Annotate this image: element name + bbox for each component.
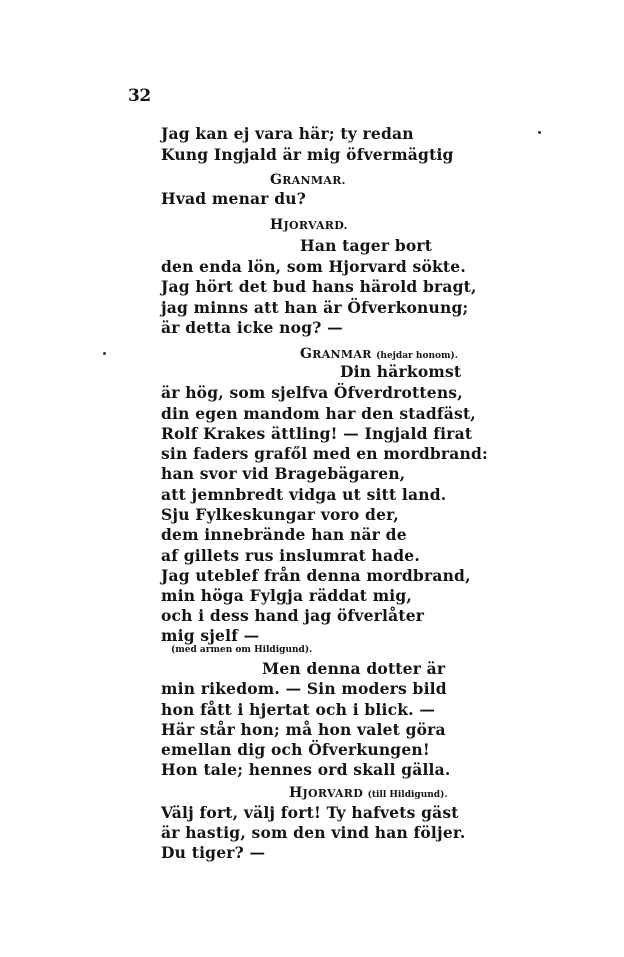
verse-line: sin faders grafől med en mordbrand: [161, 444, 488, 463]
speaker-hjorvard [270, 217, 348, 233]
verse-line: emellan dig och Öfverkungen! [161, 740, 430, 759]
verse-line: Han tager bort [300, 236, 433, 255]
verse-line: mig sjelf — [161, 626, 260, 645]
speaker-name: GRANMAR. [270, 172, 346, 188]
speaker-name: GRANMAR [300, 346, 372, 362]
verse-line: han svor vid Bragebägaren, [161, 464, 406, 483]
verse-line: min höga Fylgja räddat mig, [161, 586, 413, 605]
speaker-name: HJORVARD [289, 785, 364, 801]
verse-line: Men denna dotter är [262, 659, 446, 678]
stage-direction: (med armen om Hildigund). [171, 645, 313, 655]
verse-line: Du tiger? — [161, 843, 266, 862]
verse-line: min rikedom. — Sin moders bild [161, 679, 447, 698]
verse-line: dem innebrände han när de [161, 525, 407, 544]
verse-line: Hvad menar du? [161, 189, 307, 208]
verse-line: är detta icke nog? — [161, 318, 343, 337]
verse-line: af gillets rus inslumrat hade. [161, 546, 420, 565]
verse-line: den enda lön, som Hjorvard sökte. [161, 257, 466, 276]
page-number: 32 [128, 86, 151, 106]
speaker-hjorvard [289, 785, 448, 801]
verse-line: Sju Fylkeskungar voro der, [161, 505, 399, 524]
verse-line: Jag hört det bud hans härold bragt, [161, 277, 477, 296]
speaker-granmar [270, 172, 346, 188]
stage-direction: (till Hildigund). [367, 790, 448, 800]
verse-line: att jemnbredt vidga ut sitt land. [161, 485, 447, 504]
verse-line: är hastig, som den vind han följer. [161, 823, 466, 842]
paper-speck [103, 352, 106, 355]
verse-line: din egen mandom har den stadfäst, [161, 404, 476, 423]
paper-speck [538, 131, 541, 134]
verse-line: Hon tale; hennes ord skall gälla. [161, 760, 451, 779]
verse-line: Jag kan ej vara här; ty redan [161, 124, 414, 143]
verse-line: Här står hon; må hon valet göra [161, 720, 446, 739]
speaker-granmar [300, 346, 458, 362]
verse-line: Din härkomst [340, 362, 462, 381]
verse-line: är hög, som sjelfva Öfverdrottens, [161, 383, 463, 402]
verse-line: Välj fort, välj fort! Ty hafvets gäst [161, 803, 459, 822]
verse-line: Jag uteblef från denna mordbrand, [161, 566, 471, 585]
verse-line: hon fått i hjertat och i blick. — [161, 700, 436, 719]
speaker-name: HJORVARD. [270, 217, 348, 233]
verse-line: och i dess hand jag öfverlåter [161, 606, 425, 625]
verse-line: Rolf Krakes ättling! — Ingjald firat [161, 424, 473, 443]
stage-direction: (hejdar honom). [376, 351, 458, 361]
verse-line: jag minns att han är Öfverkonung; [161, 298, 469, 317]
verse-line: Kung Ingjald är mig öfvermägtig [161, 145, 454, 164]
